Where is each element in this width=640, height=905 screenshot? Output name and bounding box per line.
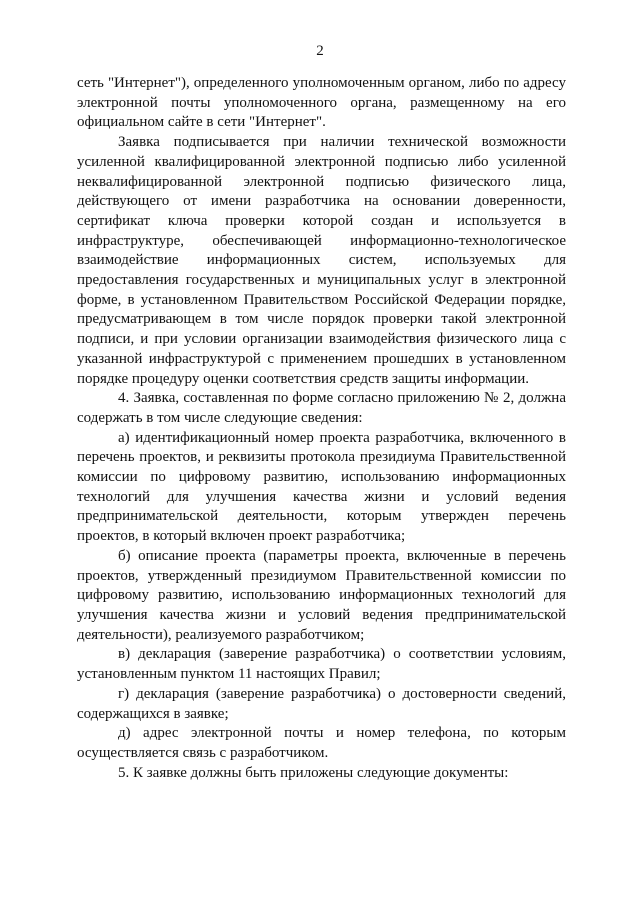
paragraph-item-4a: а) идентификационный номер проекта разработчика, включенного в перечень проектов, и реквизиты протокола президиума Правительственной комиссии по цифровому развитию, использованию информационных технологий для улучшения качества жизни и условий ведения предпринимательской деятельности, которым утвержден перечень проектов, в который включен проект разработчика; <box>77 429 566 545</box>
paragraph-continuation: сеть "Интернет"), определенного уполномоченным органом, либо по адресу электронной почты уполномоченного органа, размещенному на его официальном сайте в сети "Интернет". <box>77 75 566 131</box>
paragraph-signature-requirements: Заявка подписывается при наличии технической возможности усиленной квалифицированной электронной подписью либо усиленной неквалифицированной электронной подписью физического лица, действующего от имени разработчика на основании доверенности, сертификат ключа проверки которой создан и используется в инфраструктуре, обеспечивающей информационно-технологическое взаимодействие информационных систем, используемых для предоставления государственных и муниципальных услуг в электронной форме, в установленном Правительством Российской Федерации порядке, предусматривающем в том числе порядок проверки такой электронной подписи, и при условии организации взаимодействия физического лица с указанной инфраструктурой с применением прошедших в установленном порядке процедуру оценки соответствия средств защиты информации. <box>77 134 566 387</box>
document-body <box>77 74 566 783</box>
paragraph-item-4g: г) декларация (заверение разработчика) о достоверности сведений, содержащихся в заявке; <box>77 685 566 722</box>
paragraph-item-4: 4. Заявка, составленная по форме согласно приложению № 2, должна содержать в том числе следующие сведения: <box>77 390 566 426</box>
paragraph-item-4v: в) декларация (заверение разработчика) о соответствии условиям, установленным пунктом 11 настоящих Правил; <box>77 646 566 683</box>
page-number: 2 <box>316 43 324 59</box>
paragraph-item-4b: б) описание проекта (параметры проекта, включенные в перечень проектов, утвержденный президиумом Правительственной комиссии по цифровому развитию, использованию информационных технологий для улучшения качества жизни и условий ведения предпринимательской деятельности), реализуемого разработчиком; <box>77 547 566 643</box>
paragraph-item-5: 5. К заявке должны быть приложены следующие документы: <box>118 764 509 781</box>
paragraph-item-4d: д) адрес электронной почты и номер телефона, по которым осуществляется связь с разработчиком. <box>77 725 566 761</box>
